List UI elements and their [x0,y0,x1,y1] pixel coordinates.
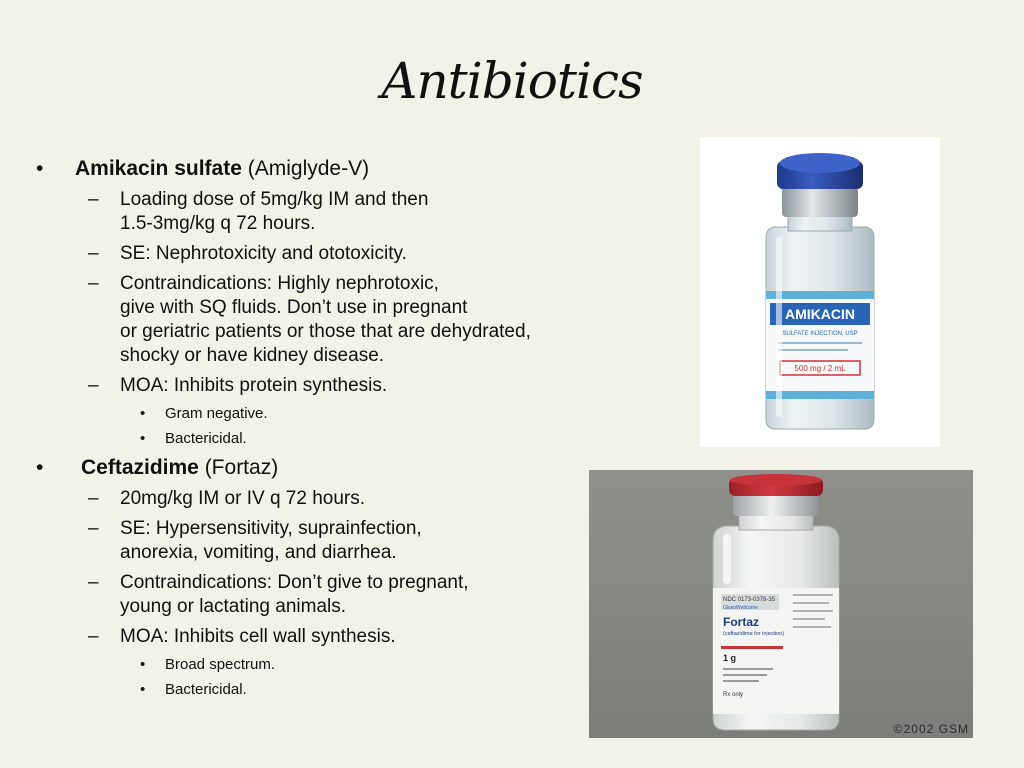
bullet-icon: • [140,430,146,447]
slide-title: Antibiotics [381,52,643,110]
fortaz-label-dose: 1 g [723,653,737,663]
list-item [32,517,672,565]
item-text: MOA: Inhibits protein synthesis. [120,375,388,396]
fortaz-vial-graphic [589,470,973,738]
drug-heading-amikacin [32,155,672,182]
amikacin-label-dose: 500 mg / 2 mL [794,364,846,373]
sub-list-item [32,429,672,448]
list-item [32,272,672,368]
item-text: Bactericidal. [165,430,247,447]
list-item [32,571,672,619]
bullet-icon: • [36,456,44,479]
drug-name: Amikacin sulfate [75,157,242,180]
item-text: Contraindications: Don’t give to pregnant, young or lactating animals. [120,572,469,617]
sub-list-item [32,655,672,674]
dash-icon: – [88,572,99,593]
item-text: SE: Hypersensitivity, suprainfection, anorexia, vomiting, and diarrhea. [120,518,422,563]
item-text: 20mg/kg IM or IV q 72 hours. [120,488,366,509]
drug-heading-ceftazidime [32,454,672,481]
dash-icon: – [88,488,99,509]
item-text: Broad spectrum. [165,656,276,673]
bullet-icon: • [140,405,146,422]
item-text: Loading dose of 5mg/kg IM and then 1.5-3mg/kg q 72 hours. [120,189,429,234]
dash-icon: – [88,189,99,210]
image-copyright: ©2002 GSM [893,722,969,736]
dash-icon: – [88,243,99,264]
item-text: Bactericidal. [165,681,247,698]
sub-list-item [32,404,672,423]
amikacin-vial-image [700,137,940,447]
dash-icon: – [88,518,99,539]
dash-icon: – [88,273,99,294]
bullet-icon: • [36,157,44,180]
bullet-icon: • [140,681,146,698]
amikacin-label-name: AMIKACIN [785,306,855,322]
dash-icon: – [88,626,99,647]
sub-list-item [32,680,672,699]
fortaz-label-name: Fortaz [723,615,759,629]
list-item [32,625,672,649]
list-item [32,242,672,266]
drug-brand: (Fortaz) [198,456,279,479]
amikacin-label-sub: SULFATE INJECTION, USP [782,331,858,337]
fortaz-label-sub: (ceftazidime for injection) [723,631,785,637]
drug-name: Ceftazidime [81,456,199,479]
item-text: SE: Nephrotoxicity and ototoxicity. [120,243,407,264]
fortaz-label-ndc: NDC 0173-0378-35 [723,597,776,603]
amikacin-vial-graphic [700,137,940,447]
list-item [32,487,672,511]
fortaz-vial-image [589,470,973,738]
dash-icon: – [88,375,99,396]
fortaz-label-maker: GlaxoWellcome [723,605,758,611]
list-item [32,374,672,398]
item-text: Contraindications: Highly nephrotoxic, give with SQ fluids. Don’t use in pregnant or geriatric patients or those that are dehydrated, shocky or have kidney disease. [120,273,531,366]
item-text: MOA: Inhibits cell wall synthesis. [120,626,396,647]
slide-content [32,155,672,705]
item-text: Gram negative. [165,405,268,422]
list-item [32,188,672,236]
fortaz-label-rx: Rx only [723,692,744,698]
drug-brand: (Amiglyde-V) [241,157,370,180]
bullet-icon: • [140,656,146,673]
